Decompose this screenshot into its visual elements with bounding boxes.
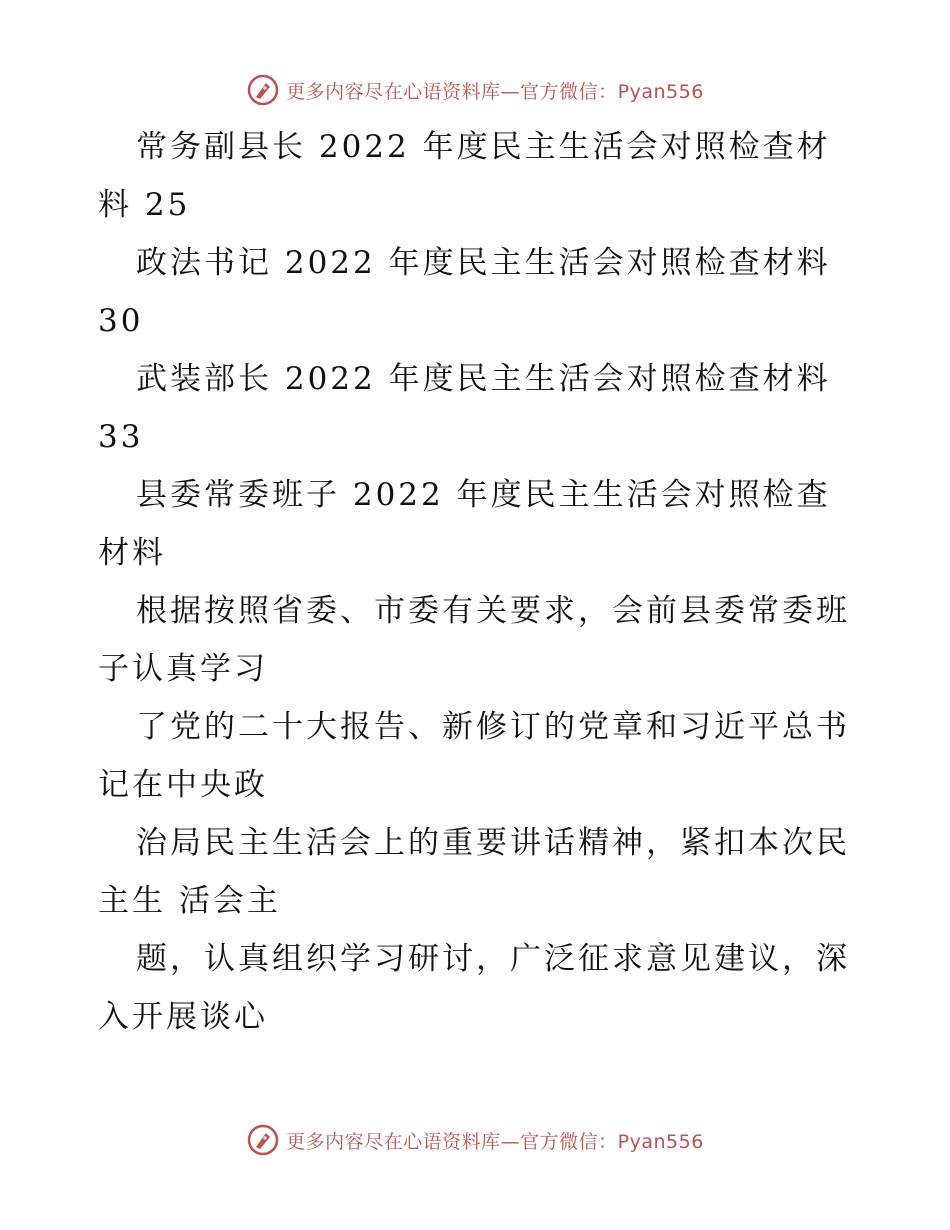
pen-nib-icon [246,73,280,107]
toc-entry: 武装部长 2022 年度民主生活会对照检查材料 33 [98,361,831,455]
watermark-text: 更多内容尽在心语资料库—官方微信：Pyan556 [286,80,704,103]
body-paragraph: 了党的二十大报告、新修订的党章和习近平总书记在中央政 [98,709,850,803]
toc-entry: 常务副县长 2022 年度民主生活会对照检查材料 25 [98,129,831,223]
watermark-text: 更多内容尽在心语资料库—官方微信：Pyan556 [286,1130,704,1153]
toc-entry: 政法书记 2022 年度民主生活会对照检查材料 30 [98,245,831,339]
body-paragraph: 根据按照省委、市委有关要求，会前县委常委班子认真学习 [98,593,850,687]
body-paragraph: 题，认真组织学习研讨，广泛征求意见建议，深入开展谈心 [98,941,850,1035]
pen-nib-icon [246,1123,280,1157]
body-paragraph: 治局民主生活会上的重要讲话精神，紧扣本次民主生 活会主 [98,825,850,919]
header-watermark [0,70,950,110]
document-body [98,118,858,1046]
footer-watermark [0,1120,950,1160]
section-title: 县委常委班子 2022 年度民主生活会对照检查材料 [98,477,831,571]
